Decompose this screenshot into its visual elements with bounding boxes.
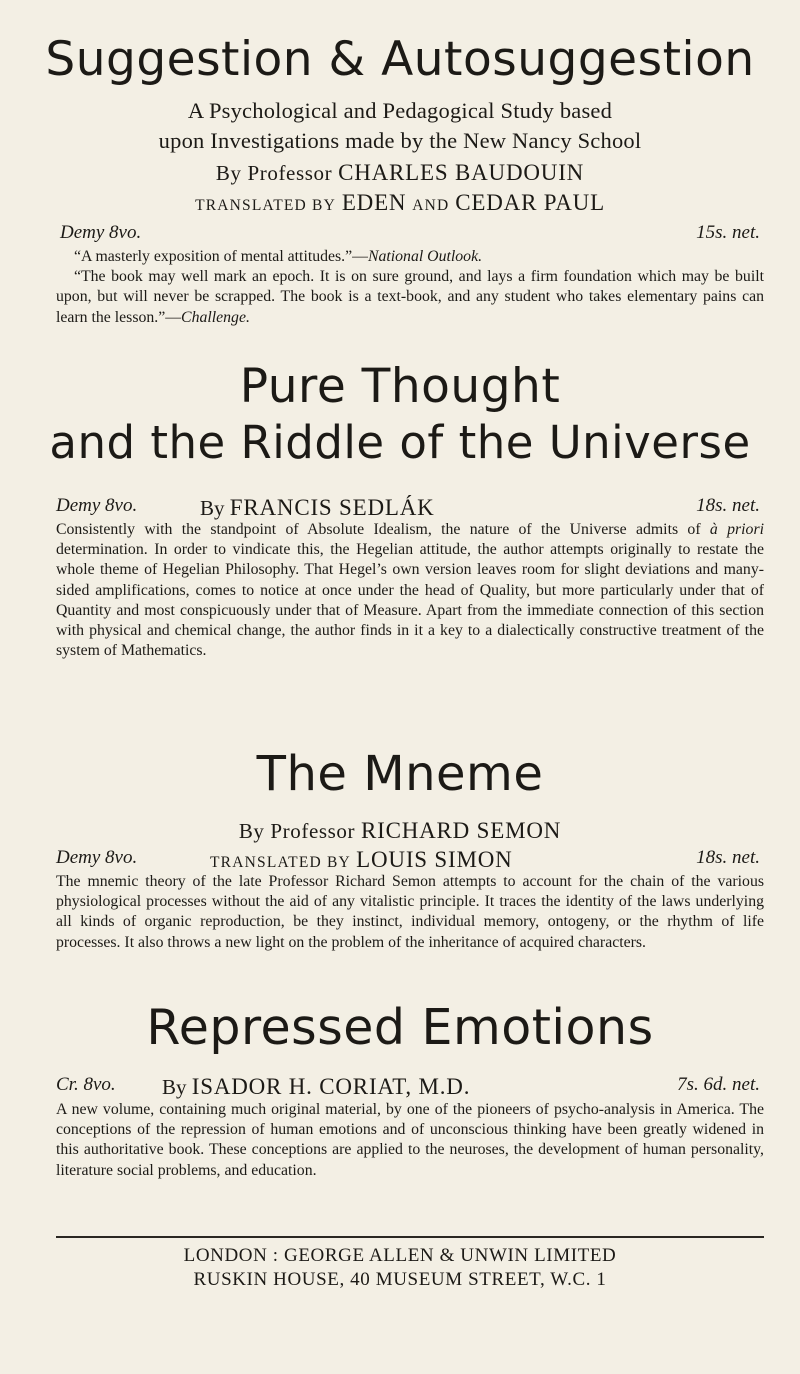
book-title: Suggestion & Autosuggestion (45, 32, 755, 87)
author-line (0, 818, 800, 844)
book-description (56, 520, 764, 661)
description-text: Consistently with the standpoint of Absolute Idealism, the nature of the Universe admits of (56, 521, 710, 538)
by-label: By (200, 496, 225, 520)
price: 7s. 6d. net. (677, 1074, 760, 1095)
format-author-price-row (0, 495, 800, 521)
book-title-line: Pure Thought (239, 359, 561, 414)
quote-text: “The book may well mark an epoch. It is on sure ground, and lays a firm foundation which may be built upon, but will never be scrapped. The book is a text-book, and any student who takes elementary pains can learn the lesson.”— (56, 268, 764, 326)
author-name: RICHARD SEMON (360, 818, 562, 843)
format: Demy 8vo. (56, 847, 138, 868)
description-text: determination. In order to vindicate this, the Hegelian attitude, the author attempts originally to restate the whole theme of Hegelian Philosophy. That Hegel’s own version leaves room for slight deviations and many-sided amplifications, comes to notice at once under the head of Quality, but more particularly under that of Quantity and most conspicuously under that of Measure. Apart from the immediate connection of this section with physical and chemical change, the author finds in it a key to a dialectically constructive treatment of the system of Mathematics. (56, 541, 764, 660)
price: 18s. net. (696, 847, 760, 868)
quote-source: National Outlook. (367, 248, 483, 265)
subtitle-line: upon Investigations made by the New Nancy School (158, 128, 642, 153)
format-author-price-row (0, 1074, 800, 1100)
translator-line (0, 190, 800, 219)
translated-label: TRANSLATED BY (195, 197, 336, 214)
format-translator-price-row (0, 847, 800, 873)
subtitle-line: A Psychological and Pedagogical Study based (187, 98, 613, 123)
format: Demy 8vo. (60, 222, 142, 243)
author-line (0, 160, 800, 186)
description-text: A new volume, containing much original material, by one of the pioneers of psycho-analysis in America. The conceptions of the repression of human emotions and of unconscious thinking have been greatly widened in this authoritative book. These conceptions are applied to the neuroses, the development of human personality, literature social problems, and education. (56, 1101, 764, 1179)
and-label: AND (412, 197, 450, 214)
author-line (162, 1074, 470, 1100)
author-name: ISADOR H. CORIAT, M.D. (191, 1074, 471, 1099)
description-italic: à priori (709, 521, 764, 538)
description-text: The mnemic theory of the late Professor Richard Semon attempts to account for the chain of the various physiological processes without the aid of any vitalistic principle. It traces the identity of the laws underlying all kinds of organic reproduction, be they instinct, individual memory, ontogeny, or the rhythm of life processes. It also throws a new light on the problem of the inheritance of acquired characters. (56, 873, 764, 951)
publisher-imprint (0, 1244, 800, 1292)
translator-name: EDEN (341, 190, 407, 215)
format: Demy 8vo. (56, 495, 138, 516)
book-description (56, 872, 764, 953)
book-title: The Mneme (256, 746, 544, 802)
book-pure-thought (0, 359, 800, 414)
by-label: By (162, 1075, 187, 1099)
author-name: FRANCIS SEDLÁK (229, 495, 435, 520)
author-line (200, 495, 435, 521)
book-title-line: and the Riddle of the Universe (49, 416, 751, 469)
book-subtitle (0, 96, 800, 156)
book-suggestion-autosuggestion (0, 32, 800, 87)
book-repressed-emotions (0, 999, 800, 1056)
translator-name: CEDAR PAUL (455, 190, 605, 215)
price: 15s. net. (696, 222, 760, 243)
quote-source: Challenge. (181, 308, 250, 326)
footer-rule (56, 1236, 764, 1238)
author-name: CHARLES BAUDOUIN (338, 160, 585, 185)
imprint-line: LONDON : GEORGE ALLEN & UNWIN LIMITED (183, 1245, 617, 1266)
quote-text: “A masterly exposition of mental attitudes.”— (74, 248, 368, 265)
translated-label: TRANSLATED BY (210, 854, 351, 871)
translator-name: LOUIS SIMON (356, 847, 513, 872)
imprint-line: RUSKIN HOUSE, 40 MUSEUM STREET, W.C. 1 (193, 1269, 607, 1290)
format: Cr. 8vo. (56, 1074, 116, 1095)
by-label: By Professor (215, 161, 333, 185)
price: 18s. net. (696, 495, 760, 516)
translator-line (210, 847, 513, 873)
book-the-mneme (0, 746, 800, 802)
format-price-row (0, 222, 800, 248)
review-quotes (56, 247, 764, 328)
book-description (56, 1100, 764, 1181)
book-pure-thought-title-2 (0, 416, 800, 469)
book-title: Repressed Emotions (146, 999, 654, 1056)
by-label: By Professor (238, 819, 356, 843)
